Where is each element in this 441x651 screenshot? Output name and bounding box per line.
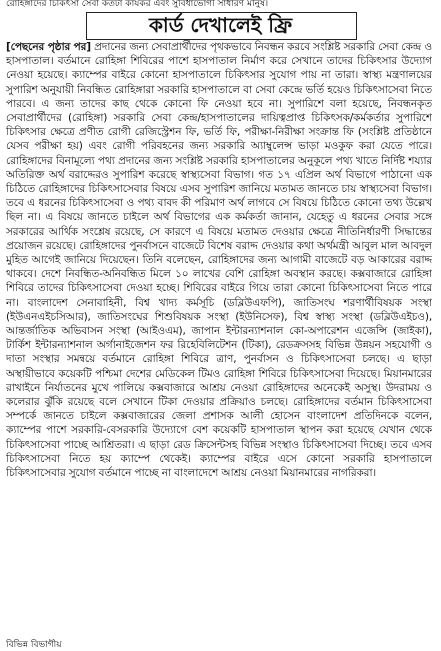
- article-headline: কার্ড দেখালেই ফ্রি: [148, 13, 293, 37]
- continuation-marker: [পেছনের পৃষ্ঠার পর]: [6, 41, 91, 53]
- previous-article-tail: রোহিঙ্গাদের চিকিৎসা সেবা কতটা কার্যকর এবং সুবিধাভোগী সাধারণ মানুষ।: [6, 0, 269, 9]
- article-body: [6, 40, 432, 640]
- article-text: প্রদানের জন্য সেবাপ্রার্থীদের পৃথকভাবে নিবন্ধন করবে সংশ্লিষ্ট সরকারি সেবা কেন্দ্র ও হাসপাতাল। বর্তমানে রোহিঙ্গা শিবিরের পাশে হাসপাতাল নির্মাণ করে সেখানে তাদের চিকিৎসার উদ্যোগ নেওয়া হয়েছে। ক্যাম্পের বাইরে কোনো হাসপাতালে চিকিৎসার সুযোগ পায় না তারা। স্বাস্থ্য মন্ত্রণালয়ের সুপারিশ অনুযায়ী নিবন্ধিত রোহিঙ্গারা সরকারি হাসপাতালে বা সেবা কেন্দ্রে ভর্তি হয়েও চিকিৎসাসেবা নিতে পারবে। এ জন্য তাদের কাছ থেকে কোনো ফি নেওয়া হবে না। সুপারিশে বলা হয়েছে, নিবন্ধনকৃত সেবাপ্রার্থীদের (রোহিঙ্গা) সরকারি সেবা কেন্দ্র/হাসপাতালের দায়িত্বপ্রাপ্ত চিকিৎসক/কর্মকর্তার সুপারিশে চিকিৎসার ক্ষেত্রে প্রণীত রোগী রেজিস্ট্রেশন ফি, ভর্তি ফি, পরীক্ষা-নিরীক্ষা সংক্রান্ত ফি (সংশ্লিষ্ট প্রতিষ্ঠানে যেসব পরীক্ষা হয়) এবং রোগী পরিবহনের জন্য সরকারি অ্যাম্বুলেন্স ভাড়া মওকুফ করা যেতে পারে। রোহিঙ্গাদের বিনামূল্যে পথ্য প্রদানের জন্য সংশ্লিষ্ট সরকারি হাসপাতালের অনুকূলে পথ্য খাতে নির্দিষ্ট শয্যার অতিরিক্ত অর্থ বরাদ্দেরও সুপারিশ করেছে স্বাস্থ্যসেবা বিভাগ। গত ১৭ এপ্রিল অর্থ বিভাগে পাঠানো এক চিঠিতে রোহিঙ্গাদের চিকিৎসাসেবার বিষয়ে এসব সুপারিশ জানিয়ে মতামত জানতে চায় স্বাস্থ্যসেবা বিভাগ। তবে এ ধরনের চিকিৎসাসেবা ও পথ্য বাবদ কী পরিমাণ অর্থ লাগবে সে বিষয়ে চিঠিতে কোনো তথ্য উল্লেখ ছিল না। এ বিষয়ে জানতে চাইলে অর্থ বিভাগের এক কর্মকর্তা জানান, যেহেতু এ ধরনের সেবার সঙ্গে সরকারের আর্থিক সংশ্লেষ রয়েছে, সে কারণে এ বিষয়ে মতামত দেওয়ার ক্ষেত্রে নীতিনির্ধারণী সিদ্ধান্তের প্রয়োজন রয়েছে। রোহিঙ্গাদের পুনর্বাসনে বাজেটে বিশেষ বরাদ্দ দেওয়ার কথা অর্থমন্ত্রী আবুল মাল আবদুল মুহিত আগেই জানিয়ে দিয়েছেন। তিনি বলেছেন, রোহিঙ্গাদের জন্য আগামী বাজেটে বড় আকারের বরাদ্দ থাকবে। দেশে নিবন্ধিত-অনিবন্ধিত মিলে ১০ লাখের বেশি রোহিঙ্গা অবস্থান করছে। কক্সবাজারে রোহিঙ্গা শিবিরে তাদের চিকিৎসাসেবা দেওয়া হচ্ছে। শিবিরের বাইরে গিয়ে তারা কোনো চিকিৎসাসেবা নিতে পারে না। বাংলাদেশ সেনাবাহিনী, বিশ্ব খাদ্য কর্মসূচি (ডব্লিউএফপি), জাতিসংঘ শরণার্থীবিষয়ক সংস্থা (ইউএনএইচসিআর), জাতিসংঘের শিশুবিষয়ক সংস্থা (ইউনিসেফ), বিশ্ব স্বাস্থ্য সংস্থা (ডব্লিউএইচও), আন্তর্জাতিক অভিবাসন সংস্থা (আইওএম), জাপান ইন্টারন্যাশনাল কো-অপারেশন এজেন্সি (জাইকা), টার্কিশ ইন্টারন্যাশনাল অর্গানাইজেশন ফর রিহেবিলিটেশন (টিকা), রেডক্রসসহ বিভিন্ন উন্নয়ন সহযোগী ও দাতা সংস্থার সমন্বয়ে বর্তমানে রোহিঙ্গা শিবিরে ত্রাণ, পুনর্বাসন ও চিকিৎসাসেবা চলছে। এ ছাড়া অস্থায়ীভাবে কয়েকটি পশ্চিমা দেশের মেডিকেল টিমও রোহিঙ্গা শিবিরে চিকিৎসাসেবা দিয়েছে। মিয়ানমারের রাখাইনে নির্যাতনের মুখে পালিয়ে কক্সবাজারে আশ্রয় নেওয়া রোহিঙ্গাদের অনেকেই অসুস্থ। উদরাময় ও কলেরার ঝুঁকি রয়েছে বলে সেখানে টিকা দেওয়ার প্রক্রিয়াও চলছে। রোহিঙ্গাদের বর্তমান চিকিৎসাসেবা সম্পর্কে জানতে চাইলে কক্সবাজারের জেলা প্রশাসক আলী হোসেন বাংলাদেশ প্রতিদিনকে বলেন, ক্যাম্পের পাশে সরকারি-বেসরকারি উদ্যোগে বেশ কয়েকটি হাসপাতাল স্থাপন করা হয়েছে যেখান থেকে চিকিৎসাসেবা পাচ্ছে আশ্রিতরা। এ ছাড়া রেড ক্রিসেন্টসহ বিভিন্ন সংস্থাও চিকিৎসাসেবা দিচ্ছে। তবে এসব চিকিৎসাসেবা নিতে হয় ক্যাম্পে থেকেই। ক্যাম্পের বাইরে এসে কোনো সরকারি হাসপাতালে চিকিৎসাসেবার সুযোগ বর্তমানে পাচ্ছে না বাংলাদেশে আশ্রয় নেওয়া মিয়ানমারের নাগরিকরা।: [6, 41, 432, 480]
- next-article-head: বিভিন্ন বিভাগীয়: [6, 640, 62, 650]
